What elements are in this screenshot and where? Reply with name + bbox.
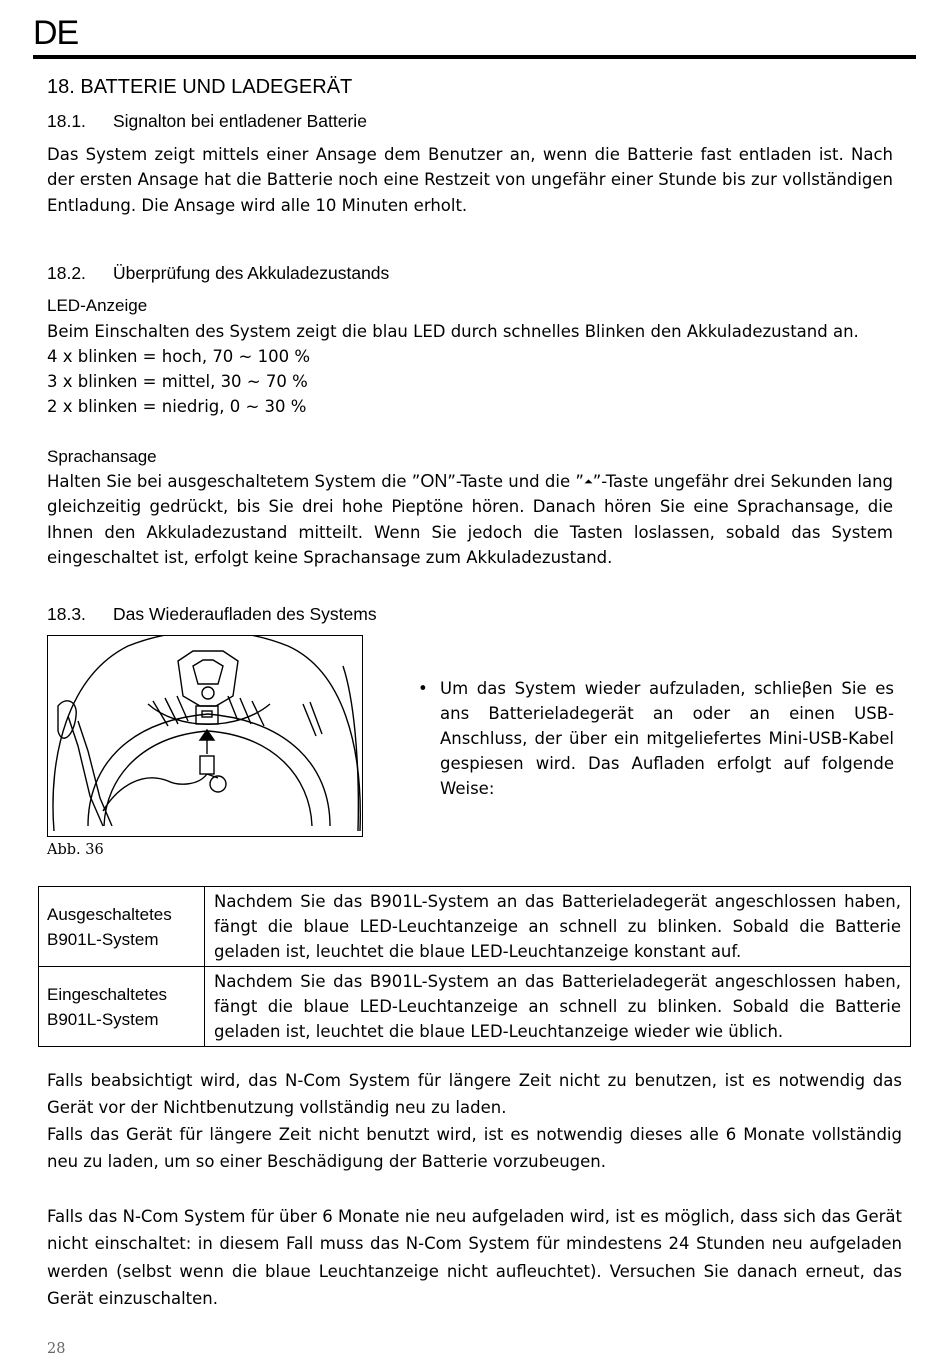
helmet-charging-figure [47, 635, 363, 837]
table-key: Eingeschaltetes B901L-System [39, 967, 205, 1047]
table-row [39, 967, 911, 1047]
paragraph-2: Falls das Gerät für längere Zeit nicht benutzt wird, ist es notwendig dieses alle 6 Monate vollständig neu zu laden, um so einer Beschädigung der Batterie vorzubeugen. [47, 1125, 902, 1172]
voice-text-part: Halten Sie bei ausgeschaltetem System die ” [47, 472, 421, 491]
voice-text-part: ”-Taste und die ” [447, 472, 584, 491]
subsection-title: Das Wiederaufladen des Systems [113, 604, 377, 624]
figure-caption: Abb. 36 [47, 842, 104, 858]
language-tag: DE [33, 14, 79, 52]
subsection-heading-18-1 [47, 111, 367, 132]
subsection-number: 18.1. [47, 111, 86, 131]
up-arrow-icon: ⏶ [583, 475, 593, 488]
table-row [39, 887, 911, 967]
paragraph-1: Falls beabsichtigt wird, das N-Com System für längere Zeit nicht zu benutzen, ist es notwendig das Gerät vor der Nichtbenutzung vollständig neu zu laden. [47, 1071, 902, 1118]
table-key: Ausgeschaltetes B901L-System [39, 887, 205, 967]
led-line: 3 x blinken = mittel, 30 ~ 70 % [47, 372, 308, 391]
led-line: 2 x blinken = niedrig, 0 ~ 30 % [47, 397, 307, 416]
bullet-icon: • [418, 679, 428, 698]
bullet-text: Um das System wieder aufzuladen, schlieβen Sie es ans Batterieladegerät an oder an einen USB-Anschluss, der über ein mitgeliefertes Mini-USB-Kabel gespiesen wird. Das Aufladen erfolgt auf folgende Weise: [440, 679, 894, 798]
subsection-title: Signalton bei entladener Batterie [113, 111, 367, 131]
table-value: Nachdem Sie das B901L-System an das Batterieladegerät angeschlossen haben, fängt die blaue LED-Leuchtanzeige an schnell zu blinken. Sobald die Batterie geladen ist, leuchtet die blaue LED-Leuchtanzeige konstant auf. [205, 887, 911, 967]
led-list [47, 319, 859, 419]
paragraph-3: Falls das N-Com System für über 6 Monate nie neu aufgeladen wird, ist es möglich, dass sich das Gerät nicht einschaltet: in diesem Fall muss das N-Com System für mindestens 24 Stunden neu aufgeladen werden (selbst wenn die blaue Leuchtanzeige nicht aufleuchtet). Versuchen Sie danach erneut, das Gerät einzuschalten. [47, 1207, 902, 1308]
led-line: Beim Einschalten des System zeigt die blau LED durch schnelles Blinken den Akkuladezustand an. [47, 322, 859, 341]
subsection-number: 18.3. [47, 604, 86, 624]
charging-status-table [38, 886, 911, 1047]
on-key-label: ON [420, 471, 448, 491]
voice-heading: Sprachansage [47, 447, 157, 466]
voice-text-part: ”-Taste ungefähr drei Sekunden lang gleichzeitig gedrückt, bis Sie drei hohe Pieptöne hören. Danach hören Sie eine Sprachansage, die Ihnen den Akkuladezustand mitteilt. Wenn Sie jedoch die Tasten loslassen, sobald das System eingeschaltet ist, erfolgt keine Sprachansage zum Akkuladezustand. [47, 472, 893, 567]
subsection-heading-18-2 [47, 263, 389, 284]
section-title: 18. BATTERIE UND LADEGERÄT [47, 76, 353, 98]
charging-bullet [418, 676, 894, 801]
table-value: Nachdem Sie das B901L-System an das Batterieladegerät angeschlossen haben, fängt die blaue LED-Leuchtanzeige an schnell zu blinken. Sobald die Batterie geladen ist, leuchtet die blaue LED-Leuchtanzeige wieder wie üblich. [205, 967, 911, 1047]
voice-text [47, 469, 893, 570]
subsection-title: Überprüfung des Akkuladezustands [113, 263, 390, 283]
subsection-number: 18.2. [47, 263, 86, 283]
header-rule [33, 55, 916, 59]
battery-warning-text: Das System zeigt mittels einer Ansage dem Benutzer an, wenn die Batterie fast entladen ist. Nach der ersten Ansage hat die Batterie noch eine Restzeit von ungefähr einer Stunde bis zur vollständigen Entladung. Die Ansage wird alle 10 Minuten erholt. [47, 145, 893, 215]
helmet-illustration [48, 636, 363, 837]
subsection-heading-18-3 [47, 604, 377, 625]
led-heading: LED-Anzeige [47, 296, 148, 315]
page-number: 28 [47, 1341, 66, 1357]
led-line: 4 x blinken = hoch, 70 ~ 100 % [47, 347, 311, 366]
